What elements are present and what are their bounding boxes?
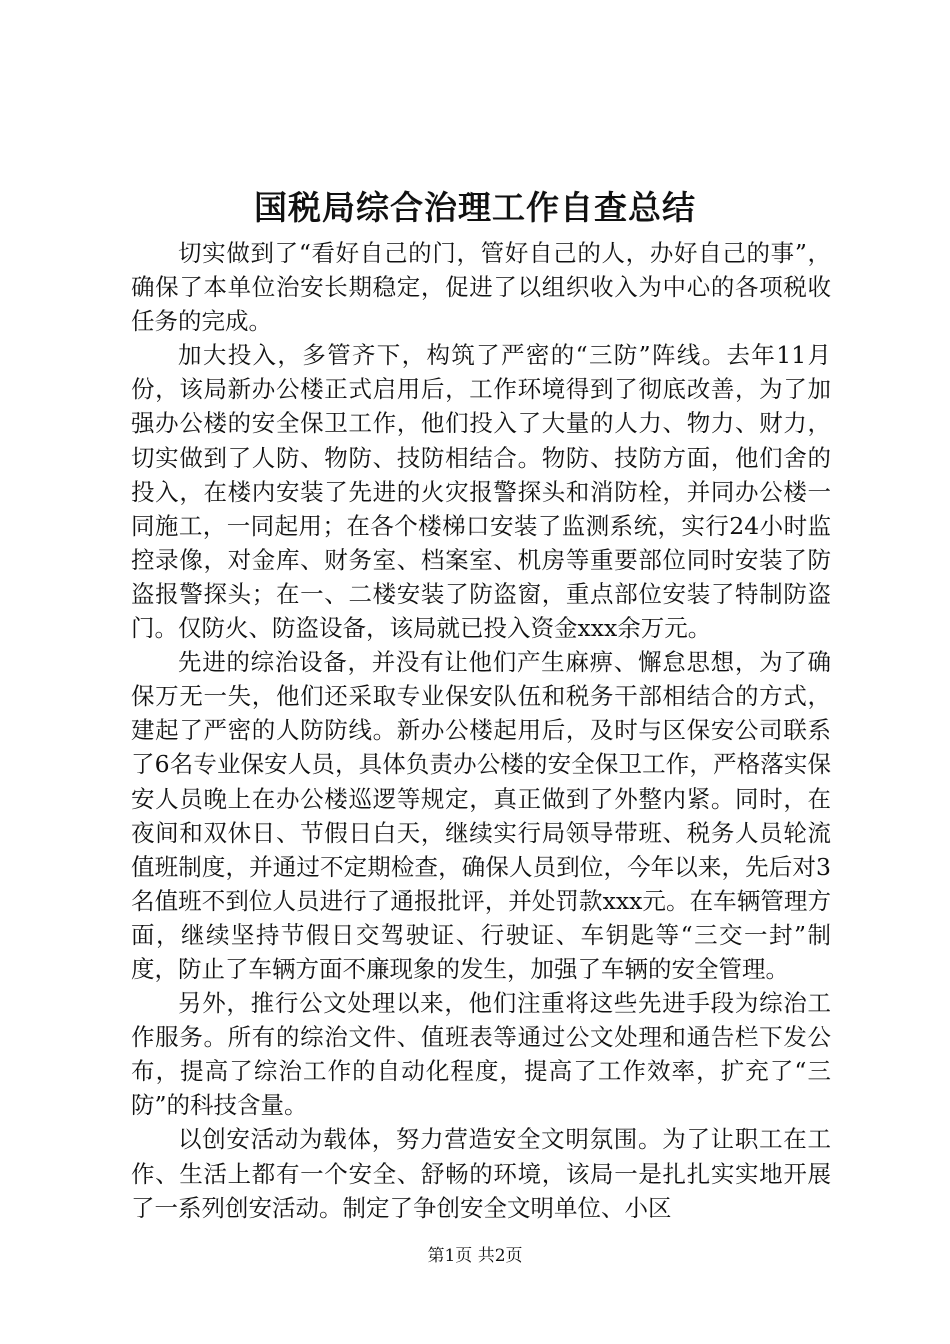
document-title: 国税局综合治理工作自查总结 (254, 188, 696, 227)
paragraph-2: 加大投入，多管齐下，构筑了严密的“三防”阵线。去年11月份，该局新办公楼正式启用后，工作环境得到了彻底改善，为了加强办公楼的安全保卫工作，他们投入了大量的人力、物力、财力，切实做到了人防、物防、技防相结合。物防、技防方面，他们舍的投入，在楼内安装了先进的火灾报警探头和消防栓，并同办公楼一同施工，一同起用；在各个楼梯口安装了监测系统，实行24小时监控录像，对金库、财务室、档案室、机房等重要部位同时安装了防盗报警探头；在一、二楼安装了防盗窗，重点部位安装了特制防盗门。仅防火、防盗设备，该局就已投入资金xxx余万元。 (131, 341, 831, 643)
document-body (131, 236, 831, 1225)
paragraph-5: 以创安活动为载体，努力营造安全文明氛围。为了让职工在工作、生活上都有一个安全、舒畅的环境，该局一是扎扎实实地开展了一系列创安活动。制定了争创安全文明单位、小区 (131, 1125, 831, 1222)
page-number-footer: 第1页 共2页 (427, 1246, 523, 1266)
paragraph-3: 先进的综治设备，并没有让他们产生麻痹、懈怠思想，为了确保万无一失，他们还采取专业保安队伍和税务干部相结合的方式，建起了严密的人防防线。新办公楼起用后，及时与区保安公司联系了6名专业保安人员，具体负责办公楼的安全保卫工作，严格落实保安人员晚上在办公楼巡逻等规定，真正做到了外整内紧。同时，在夜间和双休日、节假日白天，继续实行局领导带班、税务人员轮流值班制度，并通过不定期检查，确保人员到位，今年以来，先后对3名值班不到位人员进行了通报批评，并处罚款xxx元。在车辆管理方面，继续坚持节假日交驾驶证、行驶证、车钥匙等“三交一封”制度，防止了车辆方面不廉现象的发生，加强了车辆的安全管理。 (131, 648, 831, 983)
paragraph-1: 切实做到了“看好自己的门，管好自己的人，办好自己的事”，确保了本单位治安长期稳定，促进了以组织收入为中心的各项税收任务的完成。 (131, 239, 831, 336)
paragraph-4: 另外，推行公文处理以来，他们注重将这些先进手段为综治工作服务。所有的综治文件、值班表等通过公文处理和通告栏下发公布，提高了综治工作的自动化程度，提高了工作效率，扩充了“三防”的科技含量。 (131, 989, 831, 1120)
